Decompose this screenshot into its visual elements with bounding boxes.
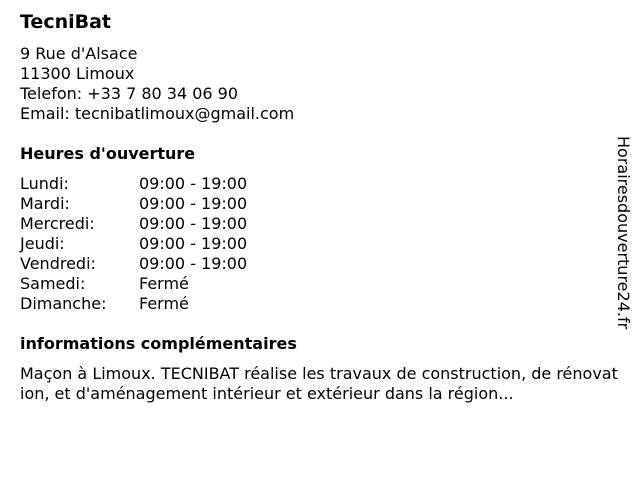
hours-row-saturday [20, 274, 247, 294]
address-city: 11300 Limoux [20, 64, 135, 83]
day-label: Mardi: [20, 194, 70, 213]
business-description: Maçon à Limoux. TECNIBAT réalise les travaux de construction, de rénovation, et d'aménagement intérieur et extérieur dans la région... [20, 364, 618, 403]
day-label: Mercredi: [20, 214, 95, 233]
day-label: Dimanche: [20, 294, 107, 313]
day-hours: 09:00 - 19:00 [139, 214, 248, 233]
additional-info-heading: informations complémentaires [20, 334, 297, 353]
day-hours: Fermé [139, 294, 189, 313]
day-hours: Fermé [139, 274, 189, 293]
day-hours: 09:00 - 19:00 [139, 234, 248, 253]
business-name: TecniBat [20, 11, 112, 33]
hours-row-monday [20, 174, 247, 194]
day-label: Vendredi: [20, 254, 96, 273]
address-street: 9 Rue d'Alsace [20, 44, 138, 63]
email-address: Email: tecnibatlimoux@gmail.com [20, 104, 295, 123]
opening-hours-heading: Heures d'ouverture [20, 144, 196, 163]
day-hours: 09:00 - 19:00 [139, 254, 248, 273]
day-label: Jeudi: [20, 234, 65, 253]
phone-number: Telefon: +33 7 80 34 06 90 [20, 84, 239, 103]
day-hours: 09:00 - 19:00 [139, 194, 248, 213]
hours-row-thursday [20, 234, 247, 254]
hours-row-sunday [20, 294, 247, 314]
day-hours: 09:00 - 19:00 [139, 174, 248, 193]
site-watermark: Horairesdouverture24.fr [614, 136, 633, 330]
opening-hours-table [20, 174, 247, 314]
hours-row-tuesday [20, 194, 247, 214]
business-contact [20, 44, 294, 124]
hours-row-friday [20, 254, 247, 274]
hours-row-wednesday [20, 214, 247, 234]
day-label: Lundi: [20, 174, 69, 193]
day-label: Samedi: [20, 274, 86, 293]
